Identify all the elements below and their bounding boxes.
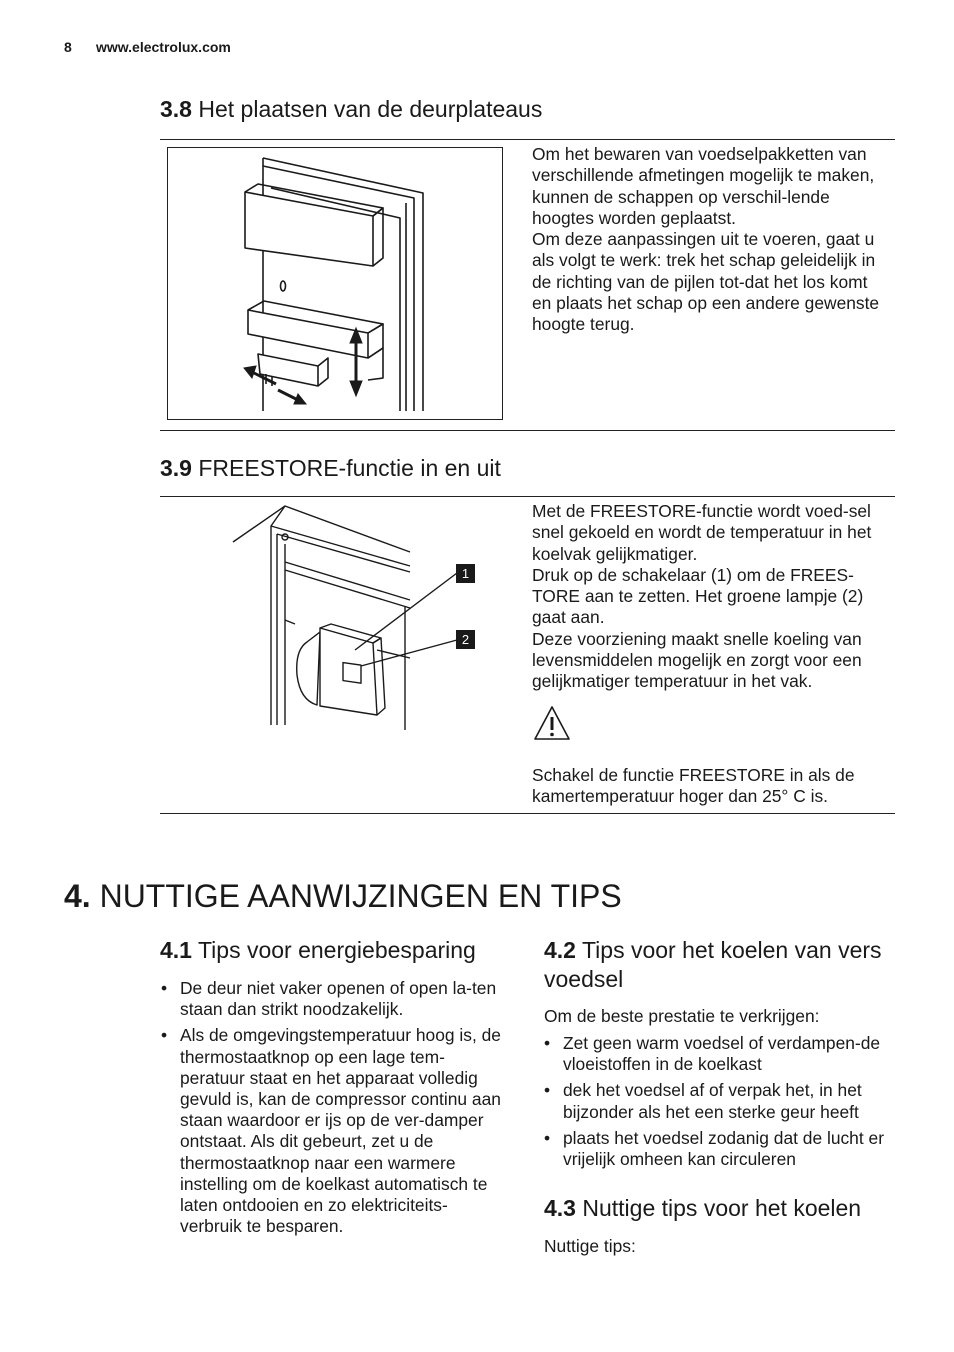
- door-shelf-illustration: [167, 147, 503, 420]
- door-shelf-drawing: [168, 148, 502, 419]
- section-3-8-heading: [160, 96, 542, 123]
- section-title: Het plaatsen van de deurplateaus: [198, 96, 543, 122]
- section-title: Nuttige tips voor het koelen: [582, 1195, 862, 1221]
- list-item: • Als de omgevingstemperatuur hoog is, de thermostaatknop op een lage tem-peratuur staat en het apparaat volledig gevuld is, kan de compressor continu aan staan waardoor er ijs op de ver-damper ontstaat. Als dit gebeurt, zet u de thermostaatknop naar een warmere instelling om de koelkast automatisch te laten ontdooien en zo elektriciteits-verbruik te besparen.: [161, 1025, 509, 1237]
- section-4-3-heading: [544, 1194, 894, 1223]
- list-item: • plaats het voedsel zodanig dat de lucht er vrijelijk omheen kan circuleren: [544, 1128, 894, 1170]
- chapter-title: NUTTIGE AANWIJZINGEN EN TIPS: [99, 878, 622, 914]
- section-number: 4.2: [544, 937, 576, 963]
- list-item: • dek het voedsel af of verpak het, in het bijzonder als het een sterke geur heeft: [544, 1080, 894, 1122]
- section-4-3-intro: Nuttige tips:: [544, 1236, 636, 1256]
- warning-triangle-icon: [532, 704, 572, 742]
- section-3-9-heading: [160, 455, 501, 482]
- section-number: 3.9: [160, 455, 192, 481]
- callout-2-badge: 2: [456, 630, 475, 649]
- paragraph: Druk op de schakelaar (1) om de FREES-TORE aan te zetten. Het groene lampje (2) gaat aan.: [532, 564, 864, 628]
- paragraph: Met de FREESTORE-functie wordt voed-sel snel gekoeld en wordt de temperatuur in het koelvak gelijkmatiger.: [532, 501, 872, 564]
- website-url: www.electrolux.com: [96, 39, 231, 55]
- section-3-9-text: [532, 501, 892, 693]
- section-number: 4.3: [544, 1195, 576, 1221]
- freestore-illustration: [225, 500, 485, 740]
- section-4-2-heading: [544, 936, 884, 994]
- section-title: Tips voor het koelen van vers voedsel: [544, 937, 882, 992]
- section-4-2-intro: Om de beste prestatie te verkrijgen:: [544, 1006, 820, 1026]
- list-item: • De deur niet vaker openen of open la-ten staan dan strikt noodzakelijk.: [161, 978, 509, 1020]
- warning-text: [532, 765, 892, 808]
- callout-1-badge: 1: [456, 564, 475, 583]
- section-divider: [160, 430, 895, 431]
- freestore-drawing: [225, 500, 485, 740]
- paragraph: Om deze aanpassingen uit te voeren, gaat u als volgt te werk: trek het schap geleidelijk in de richting van de pijlen tot-dat het los komt en plaats het schap op een andere gewenste hoogte terug.: [532, 229, 880, 335]
- fresh-food-tips-list: [544, 1033, 894, 1175]
- paragraph: Deze voorziening maakt snelle koeling van levensmiddelen mogelijk en zorgt voor een gelijkmatiger temperatuur in het vak.: [532, 628, 862, 692]
- section-divider: [160, 813, 895, 814]
- section-number: 4.1: [160, 937, 192, 963]
- section-number: 3.8: [160, 96, 192, 122]
- section-title: Tips voor energiebesparing: [197, 937, 476, 963]
- section-divider: [160, 496, 895, 497]
- energy-tips-list: [161, 978, 509, 1242]
- section-title: FREESTORE-functie in en uit: [198, 455, 501, 481]
- paragraph: Om het bewaren van voedselpakketten van verschillende afmetingen mogelijk te maken, kunnen de schappen op verschil-lende hoogtes worden geplaatst.: [532, 144, 875, 228]
- paragraph: Schakel de functie FREESTORE in als de kamertemperatuur hoger dan 25° C is.: [532, 765, 855, 807]
- page-number: 8: [64, 39, 72, 55]
- section-4-1-heading: [160, 936, 520, 965]
- chapter-number: 4.: [64, 878, 91, 914]
- chapter-heading: [64, 878, 622, 915]
- section-3-8-text: [532, 144, 888, 336]
- section-divider: [160, 139, 895, 140]
- list-item: • Zet geen warm voedsel of verdampen-de vloeistoffen in de koelkast: [544, 1033, 894, 1075]
